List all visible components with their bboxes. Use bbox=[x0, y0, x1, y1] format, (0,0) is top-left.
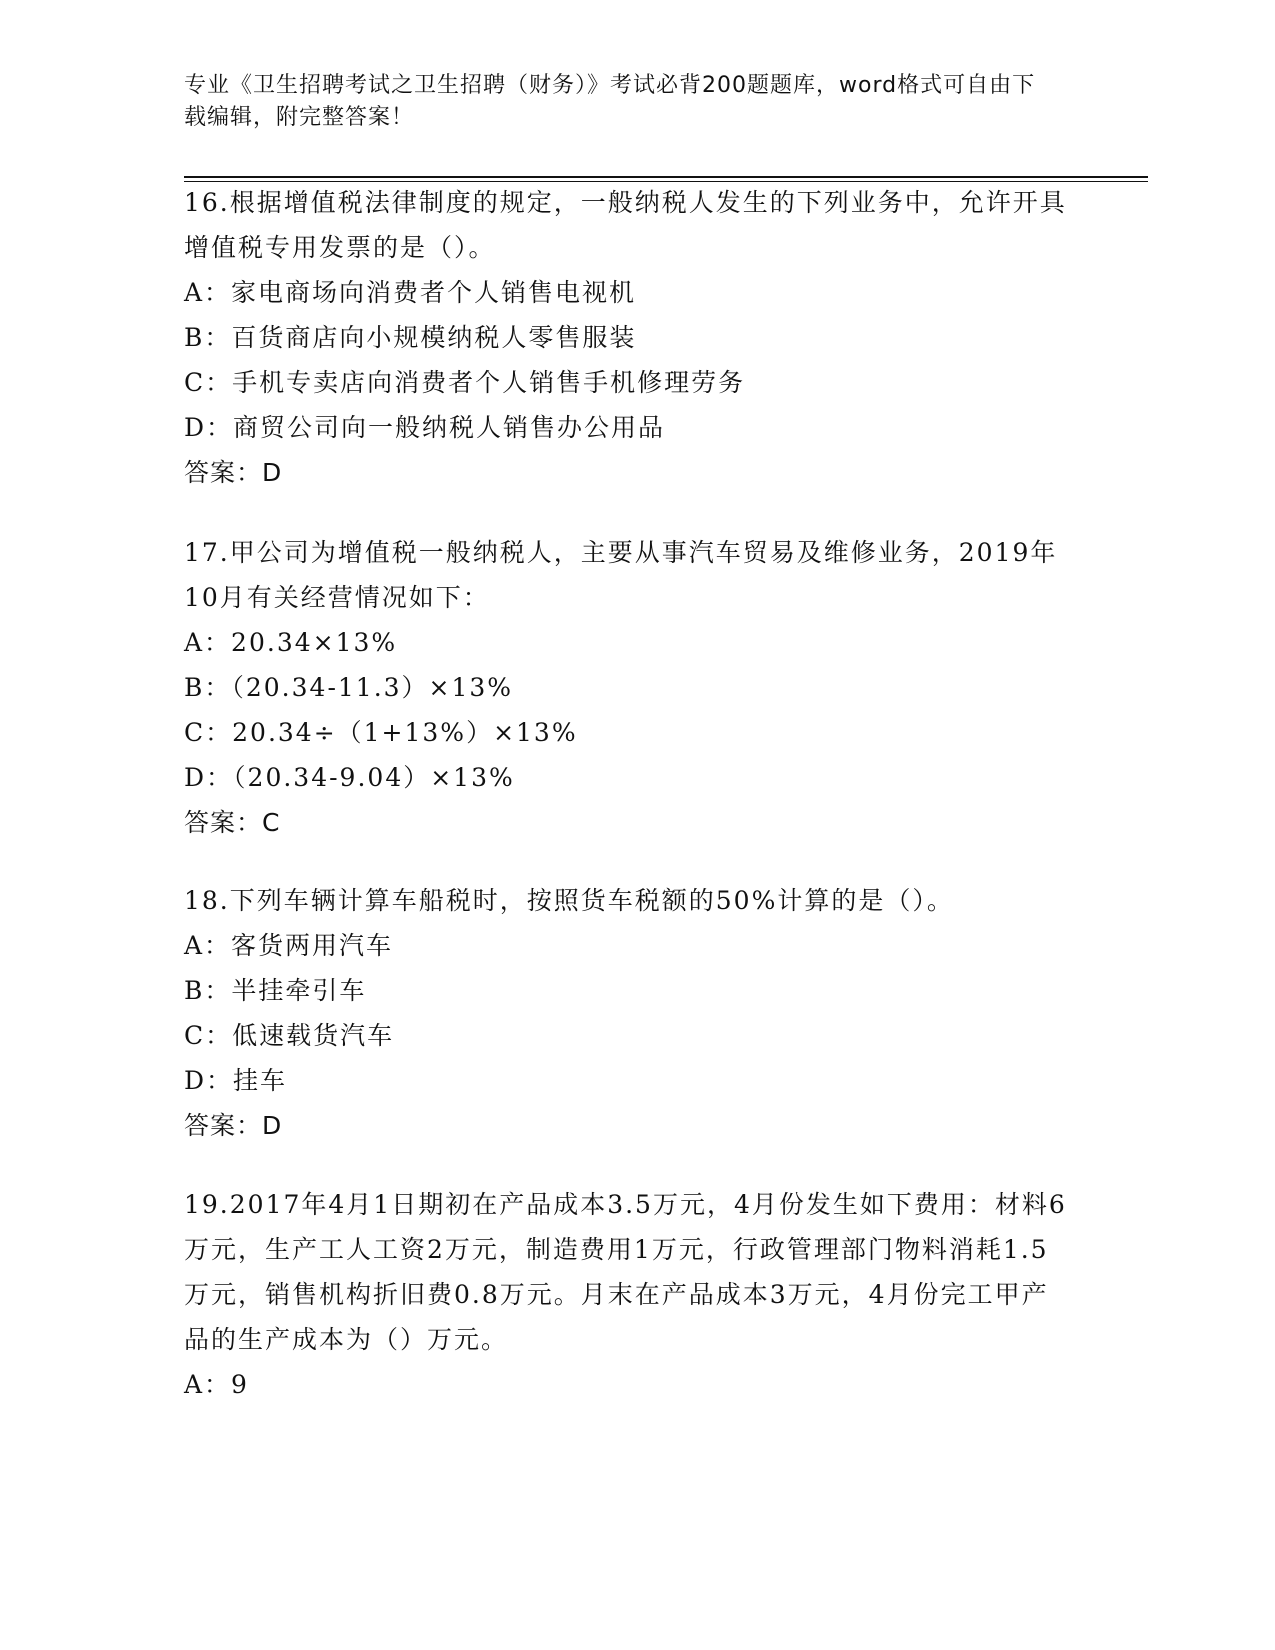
option-d: D：（20.34-9.04）×13% bbox=[184, 763, 515, 792]
question-stem: 19.2017年4月1日期初在产品成本3.5万元，4月份发生如下费用：材料6万元，生产工人工资2万元，制造费用1万元，行政管理部门物料消耗1.5万元，销售机构折旧费0.8万元。月末在产品成本3万元，4月份完工甲产品的生产成本为（）万元。 bbox=[184, 1190, 1067, 1354]
option-c: C：手机专卖店向消费者个人销售手机修理劳务 bbox=[184, 368, 746, 397]
document-header: 专业《卫生招聘考试之卫生招聘（财务）》考试必背200题题库，word格式可自由下载编辑，附完整答案！ bbox=[184, 73, 1036, 130]
option-b: B：百货商店向小规模纳税人零售服装 bbox=[184, 323, 637, 352]
answer-label: 答案：D bbox=[184, 1111, 283, 1140]
option-d: D：商贸公司向一般纳税人销售办公用品 bbox=[184, 413, 666, 442]
option-c: C：20.34÷（1+13%）×13% bbox=[184, 718, 578, 747]
option-c: C：低速载货汽车 bbox=[184, 1021, 395, 1050]
header-rule-thick bbox=[184, 176, 1148, 178]
question-stem: 16.根据增值税法律制度的规定，一般纳税人发生的下列业务中，允许开具增值税专用发票的是（）。 bbox=[184, 188, 1067, 262]
option-a: A：9 bbox=[184, 1370, 249, 1399]
option-b: B：半挂牵引车 bbox=[184, 976, 367, 1005]
question-18 bbox=[184, 878, 1074, 1148]
question-19 bbox=[184, 1182, 1074, 1407]
option-d: D：挂车 bbox=[184, 1066, 288, 1095]
option-b: B：（20.34-11.3）×13% bbox=[184, 673, 514, 702]
question-16 bbox=[184, 180, 1074, 495]
option-a: A：20.34×13% bbox=[184, 628, 398, 657]
question-stem: 17.甲公司为增值税一般纳税人，主要从事汽车贸易及维修业务，2019年10月有关经营情况如下： bbox=[184, 538, 1058, 612]
option-a: A：客货两用汽车 bbox=[184, 931, 394, 960]
question-stem: 18.下列车辆计算车船税时，按照货车税额的50%计算的是（）。 bbox=[184, 886, 954, 915]
answer-label: 答案：D bbox=[184, 458, 283, 487]
option-a: A：家电商场向消费者个人销售电视机 bbox=[184, 278, 637, 307]
question-17 bbox=[184, 530, 1074, 845]
answer-label: 答案：C bbox=[184, 808, 281, 837]
